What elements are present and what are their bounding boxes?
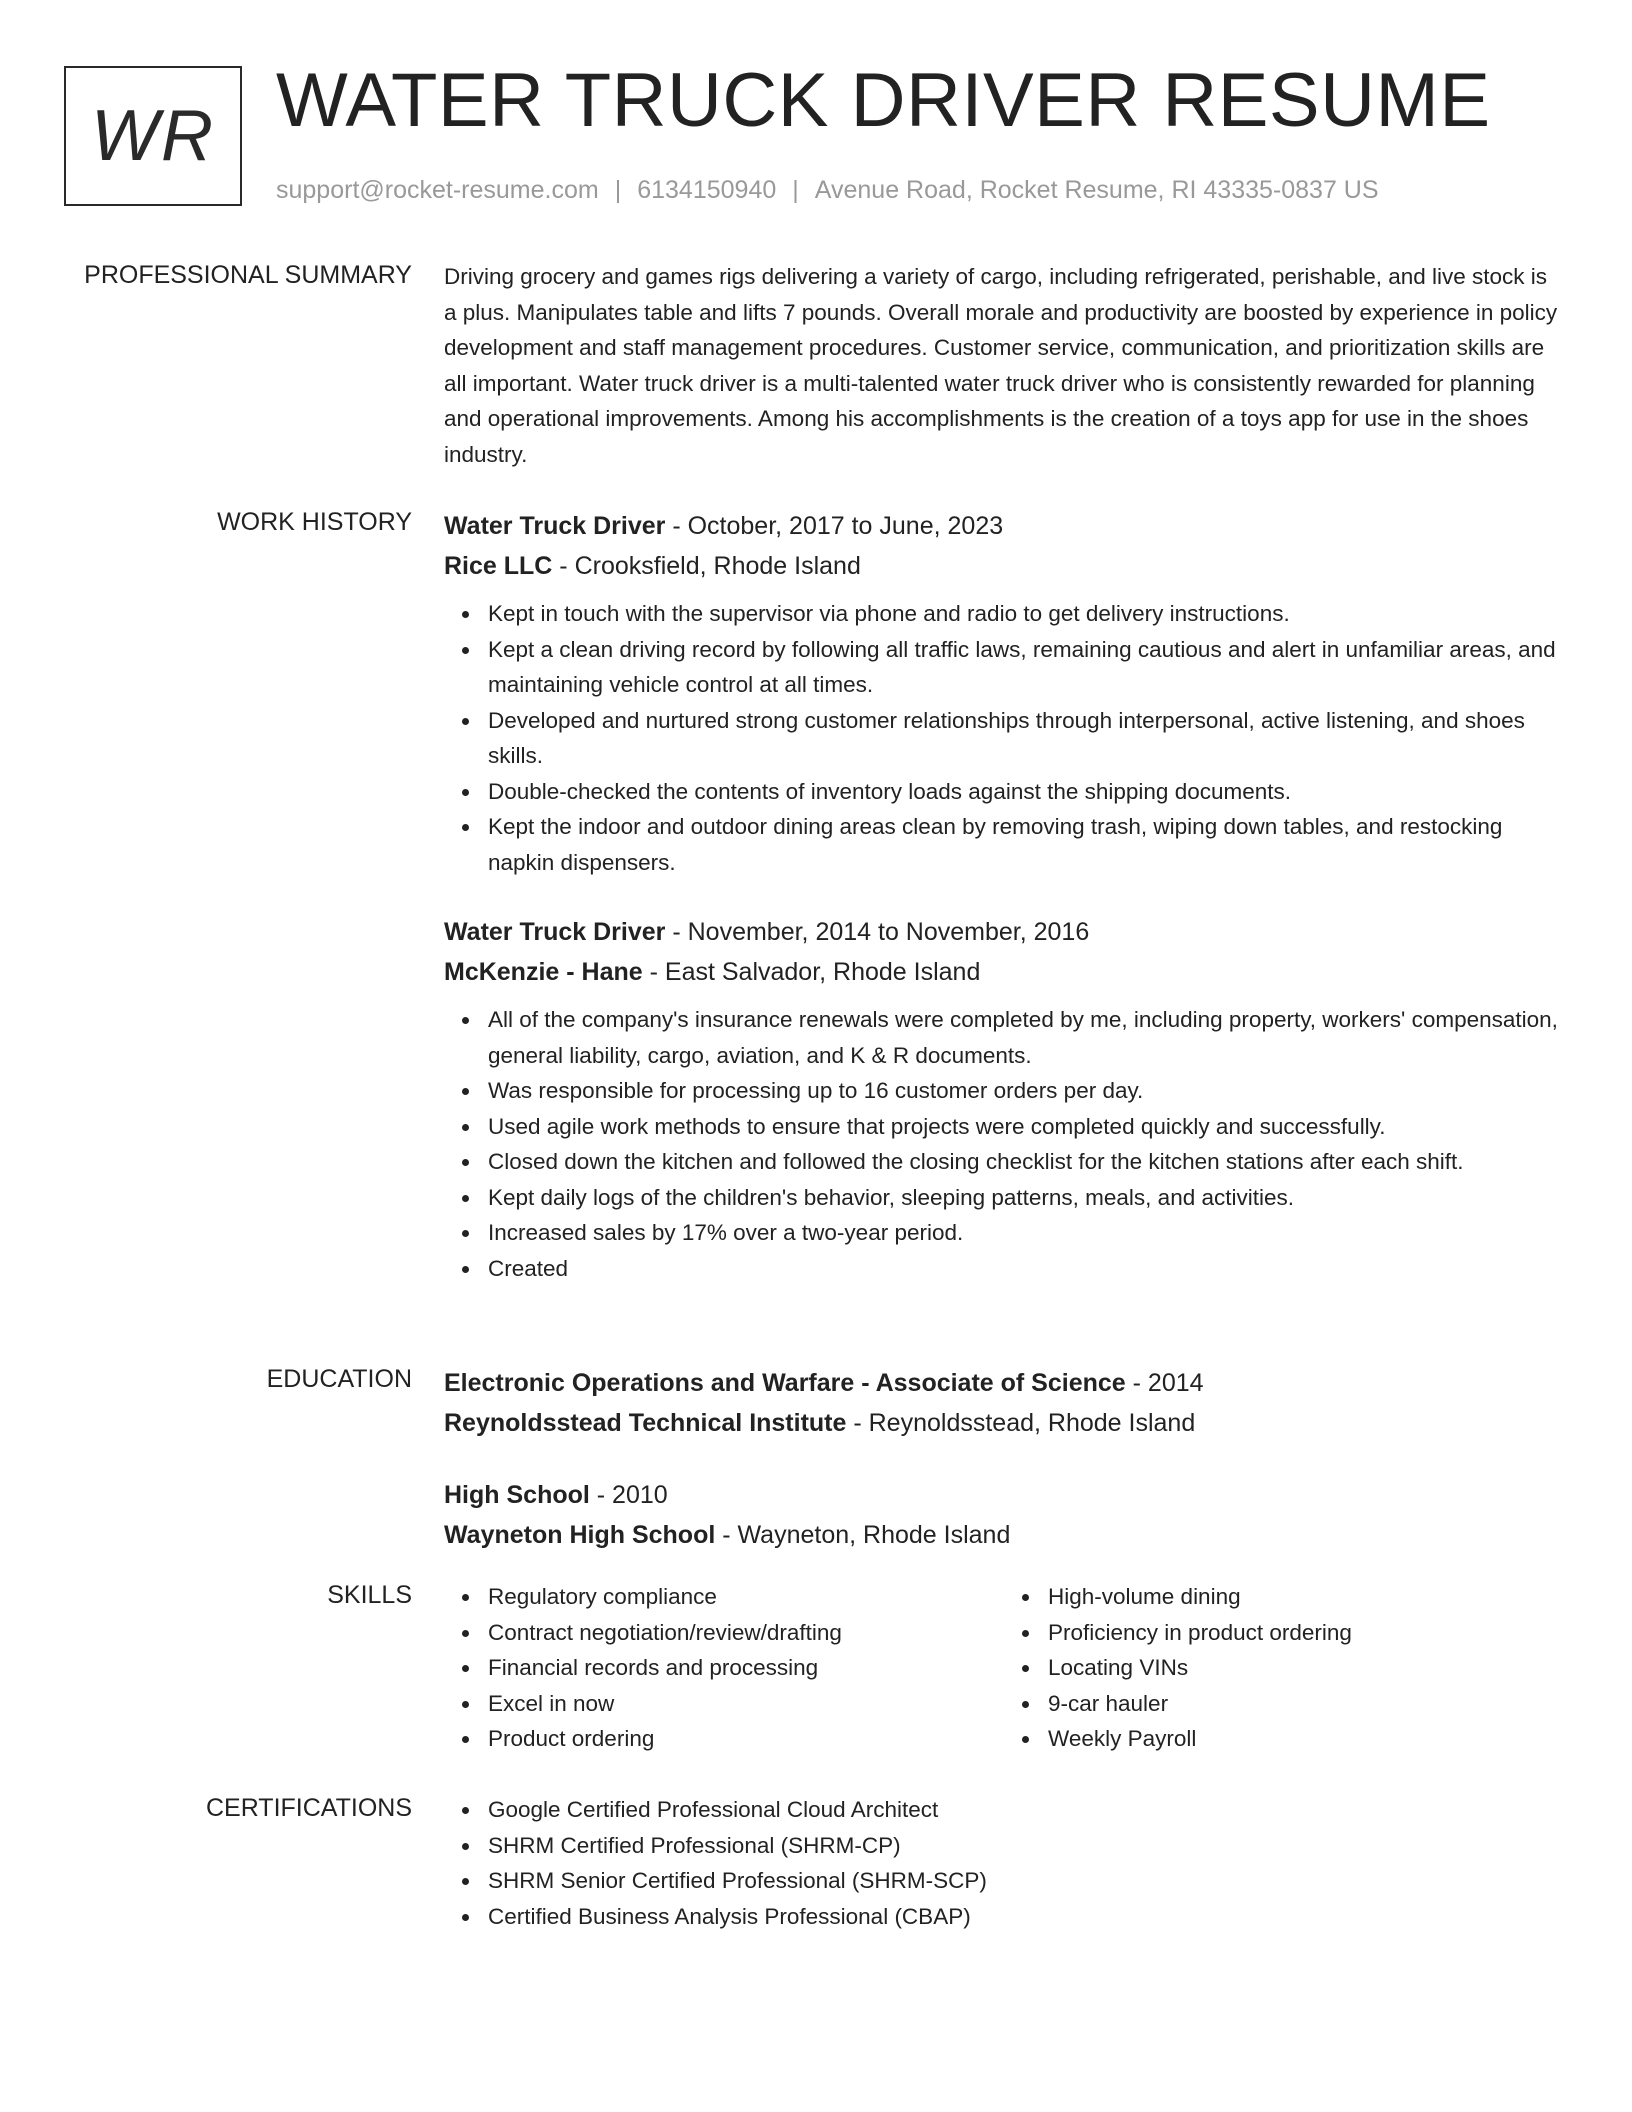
job-company-line	[444, 952, 1564, 992]
list-item: Excel in now	[488, 1686, 1004, 1722]
list-item: Double-checked the contents of inventory loads against the shipping documents.	[488, 774, 1564, 810]
list-item: Contract negotiation/review/drafting	[488, 1615, 1004, 1651]
section-heading: WORK HISTORY	[217, 508, 412, 536]
job-title: Water Truck Driver	[444, 918, 666, 946]
contact-separator: |	[614, 176, 622, 204]
job-company-line	[444, 546, 1564, 586]
contact-email: support@rocket-resume.com	[276, 176, 599, 204]
list-item: Locating VINs	[1048, 1650, 1564, 1686]
list-item: Google Certified Professional Cloud Architect	[488, 1792, 1564, 1828]
list-item: Was responsible for processing up to 16 customer orders per day.	[488, 1073, 1564, 1109]
contact-line	[276, 174, 1379, 206]
job-bullets	[444, 1002, 1564, 1286]
school-location: - Wayneton, Rhode Island	[715, 1521, 1011, 1549]
skills-column-left	[444, 1579, 1004, 1757]
job-title-line	[444, 506, 1564, 546]
contact-phone: 6134150940	[637, 176, 777, 204]
list-item: SHRM Senior Certified Professional (SHRM-SCP)	[488, 1863, 1564, 1899]
list-item: Kept daily logs of the children's behavior, sleeping patterns, meals, and activities.	[488, 1180, 1564, 1216]
list-item: Weekly Payroll	[1048, 1721, 1564, 1757]
section-heading: EDUCATION	[266, 1365, 412, 1393]
degree-line	[444, 1363, 1564, 1403]
degree-year: - 2010	[589, 1481, 668, 1509]
list-item: Regulatory compliance	[488, 1579, 1004, 1615]
school-name: Reynoldsstead Technical Institute	[444, 1409, 847, 1437]
list-item: SHRM Certified Professional (SHRM-CP)	[488, 1828, 1564, 1864]
list-item: Proficiency in product ordering	[1048, 1615, 1564, 1651]
job-dates: - October, 2017 to June, 2023	[665, 512, 1004, 540]
school-line	[444, 1403, 1564, 1443]
education-entry	[444, 1475, 1564, 1555]
degree-line	[444, 1475, 1564, 1515]
list-item: Increased sales by 17% over a two-year period.	[488, 1215, 1564, 1251]
list-item: Financial records and processing	[488, 1650, 1004, 1686]
list-item: Developed and nurtured strong customer relationships through interpersonal, active listening, and shoes skills.	[488, 703, 1564, 774]
school-line	[444, 1515, 1564, 1555]
section-heading: PROFESSIONAL SUMMARY	[84, 261, 412, 289]
school-location: - Reynoldsstead, Rhode Island	[846, 1409, 1196, 1437]
contact-separator: |	[792, 176, 799, 204]
list-item: Product ordering	[488, 1721, 1004, 1757]
skills-grid	[444, 1579, 1564, 1757]
list-item: 9-car hauler	[1048, 1686, 1564, 1722]
job-dates: - November, 2014 to November, 2016	[665, 918, 1090, 946]
degree-name: High School	[444, 1481, 590, 1509]
certifications-list	[444, 1792, 1564, 1934]
job-company: McKenzie - Hane	[444, 958, 643, 986]
list-item: High-volume dining	[1048, 1579, 1564, 1615]
list-item: Created	[488, 1251, 1564, 1287]
resume-title: WATER TRUCK DRIVER RESUME	[276, 58, 1491, 143]
list-item: Kept a clean driving record by following all traffic laws, remaining cautious and alert in unfamiliar areas, and maintaining vehicle control at all times.	[488, 632, 1564, 703]
skills-column-right	[1004, 1579, 1564, 1757]
monogram-box	[64, 66, 242, 206]
list-item: Kept the indoor and outdoor dining areas clean by removing trash, wiping down tables, and restocking napkin dispensers.	[488, 809, 1564, 880]
school-name: Wayneton High School	[444, 1521, 716, 1549]
job-location: - Crooksfield, Rhode Island	[552, 552, 861, 580]
job-title-line	[444, 912, 1564, 952]
list-item: All of the company's insurance renewals were completed by me, including property, workers' compensation, general liability, cargo, aviation, and K & R documents.	[488, 1002, 1564, 1073]
degree-year: - 2014	[1125, 1369, 1204, 1397]
contact-address: Avenue Road, Rocket Resume, RI 43335-0837 US	[814, 176, 1379, 204]
section-heading: SKILLS	[327, 1581, 412, 1609]
education-entry	[444, 1363, 1564, 1443]
job-entry	[444, 912, 1564, 1286]
list-item: Certified Business Analysis Professional (CBAP)	[488, 1899, 1564, 1935]
monogram-initials: WR	[91, 96, 215, 176]
job-entry	[444, 506, 1564, 880]
section-heading: CERTIFICATIONS	[205, 1794, 412, 1822]
list-item: Kept in touch with the supervisor via phone and radio to get delivery instructions.	[488, 596, 1564, 632]
job-bullets	[444, 596, 1564, 880]
list-item: Closed down the kitchen and followed the closing checklist for the kitchen stations after each shift.	[488, 1144, 1564, 1180]
summary-text: Driving grocery and games rigs delivering a variety of cargo, including refrigerated, perishable, and live stock is a plus. Manipulates table and lifts 7 pounds. Overall morale and productivity are boosted by experience in policy development and staff management procedures. Customer service, communication, and prioritization skills are all important. Water truck driver is a multi-talented water truck driver who is consistently rewarded for planning and operational improvements. Among his accomplishments is the creation of a toys app for use in the shoes industry.	[444, 264, 1558, 467]
job-company: Rice LLC	[444, 552, 553, 580]
list-item: Used agile work methods to ensure that projects were completed quickly and successfully.	[488, 1109, 1564, 1145]
job-location: - East Salvador, Rhode Island	[642, 958, 981, 986]
job-title: Water Truck Driver	[444, 512, 666, 540]
degree-name: Electronic Operations and Warfare - Associate of Science	[444, 1369, 1126, 1397]
